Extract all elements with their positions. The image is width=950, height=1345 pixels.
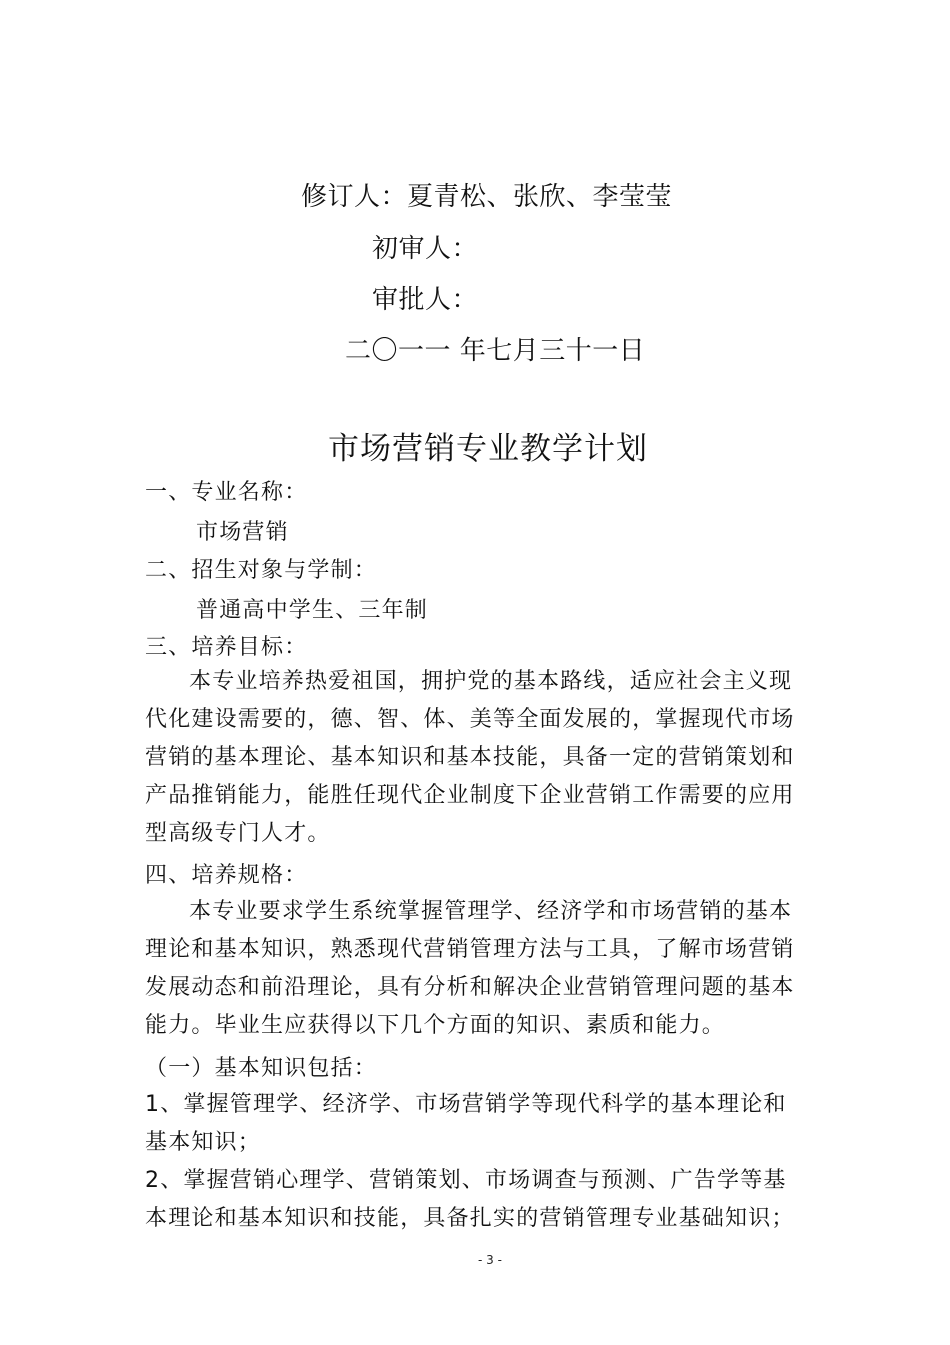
subsection-1-heading: （一）基本知识包括： (145, 1056, 378, 1081)
first-reviewer-line: 初审人： (372, 234, 479, 264)
document-title: 市场营销专业教学计划 (328, 431, 648, 467)
section-2-heading: 二、招生对象与学制： (145, 558, 378, 583)
section-3-heading: 三、培养目标： (145, 635, 308, 660)
reviser-line: 修订人：夏青松、张欣、李莹莹 (301, 182, 673, 212)
knowledge-item-1: 1、掌握管理学、经济学、市场营销学等现代科学的基本理论和基本知识； (145, 1092, 787, 1155)
section-1-heading: 一、专业名称： (145, 480, 308, 505)
approver-line: 审批人： (372, 285, 479, 315)
knowledge-item-2: 2、掌握营销心理学、营销策划、市场调查与预测、广告学等基本理论和基本知识和技能，具备扎实的营销管理专业基础知识； (145, 1168, 795, 1231)
section-2-body: 普通高中学生、三年制 (196, 598, 429, 623)
date-line: 二〇一一 年七月三十一日 (345, 336, 646, 366)
page-number: - 3 - (478, 1253, 502, 1267)
section-1-body: 市场营销 (196, 520, 289, 545)
section-4-heading: 四、培养规格： (145, 863, 308, 888)
section-3-body: 本专业培养热爱祖国，拥护党的基本路线，适应社会主义现代化建设需要的，德、智、体、美等全面发展的，掌握现代市场营销的基本理论、基本知识和基本技能，具备一定的营销策划和产品推销能力，能胜任现代企业制度下企业营销工作需要的应用型高级专门人才。 (145, 669, 795, 846)
section-4-body: 本专业要求学生系统掌握管理学、经济学和市场营销的基本理论和基本知识，熟悉现代营销管理方法与工具，了解市场营销发展动态和前沿理论，具有分析和解决企业营销管理问题的基本能力。毕业生应获得以下几个方面的知识、素质和能力。 (145, 899, 795, 1038)
